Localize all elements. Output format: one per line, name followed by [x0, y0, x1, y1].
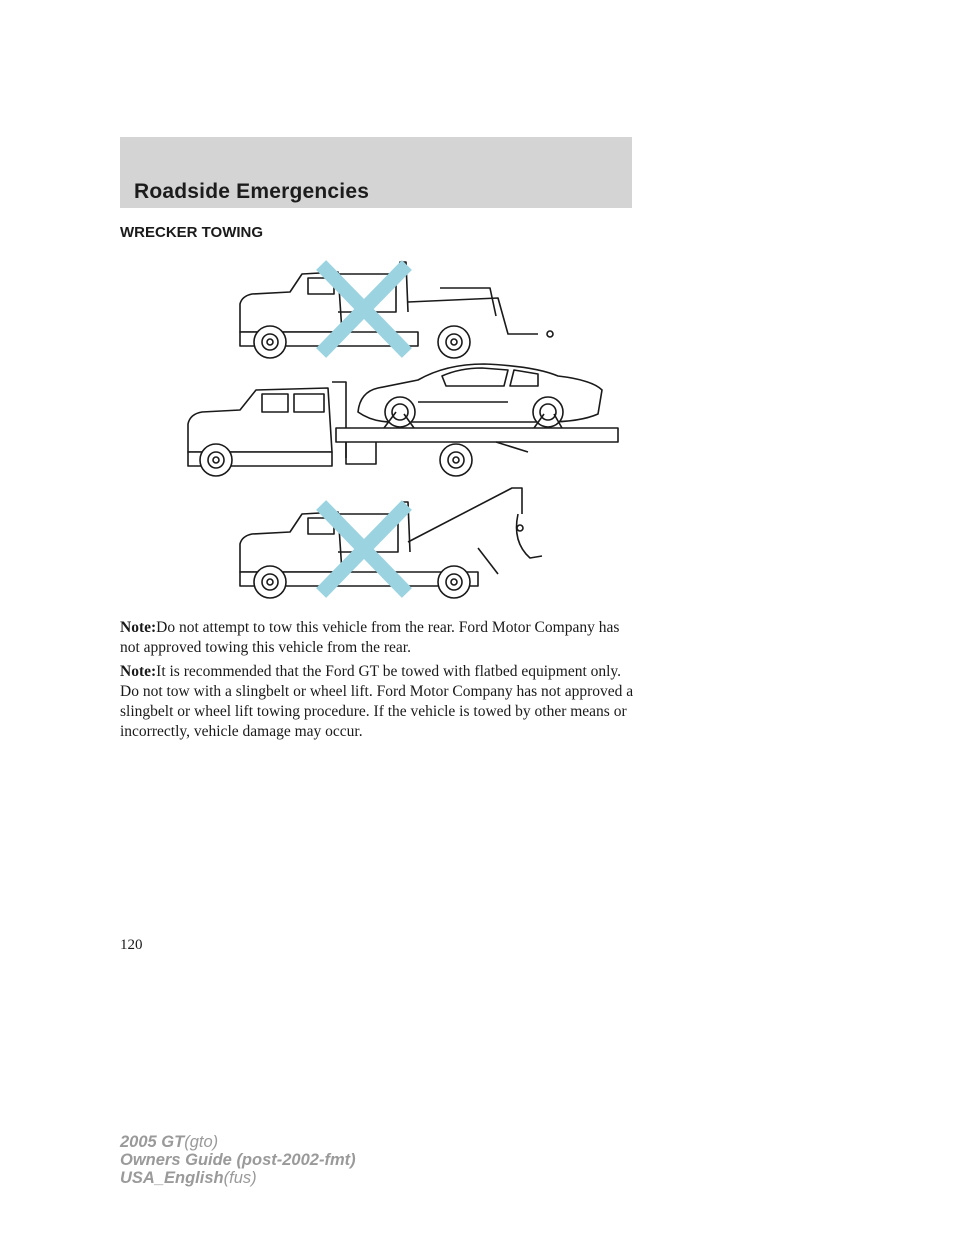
note-flatbed-recommendation	[120, 662, 640, 742]
note-text: It is recommended that the Ford GT be towed with flatbed equipment only. Do not tow with a slingbelt or wheel lift. Ford Motor Company has not approved a slingbelt or wheel lift towing procedure. If the vehicle is towed by other means or incorrectly, vehicle damage may occur.	[120, 663, 634, 740]
header-title: Roadside Emergencies	[134, 180, 370, 203]
note-text: Do not attempt to tow this vehicle from the rear. Ford Motor Company has not approved towing this vehicle from the rear.	[120, 619, 620, 656]
document-footer	[120, 1133, 356, 1187]
section-header-band	[120, 137, 632, 208]
footer-language-code: (fus)	[223, 1169, 257, 1187]
footer-guide: Owners Guide (post-2002-fmt)	[120, 1151, 356, 1169]
towing-illustration	[178, 252, 624, 600]
footer-model-code: (gto)	[184, 1133, 219, 1151]
note-label: Note:	[120, 663, 157, 680]
page-number: 120	[120, 937, 143, 953]
footer-model: 2005 GT	[120, 1133, 185, 1151]
section-heading: WRECKER TOWING	[120, 224, 264, 241]
note-label: Note:	[120, 619, 157, 636]
footer-language: USA_English	[120, 1169, 224, 1187]
ford-gt-car	[358, 364, 602, 428]
note-rear-towing	[120, 618, 640, 658]
